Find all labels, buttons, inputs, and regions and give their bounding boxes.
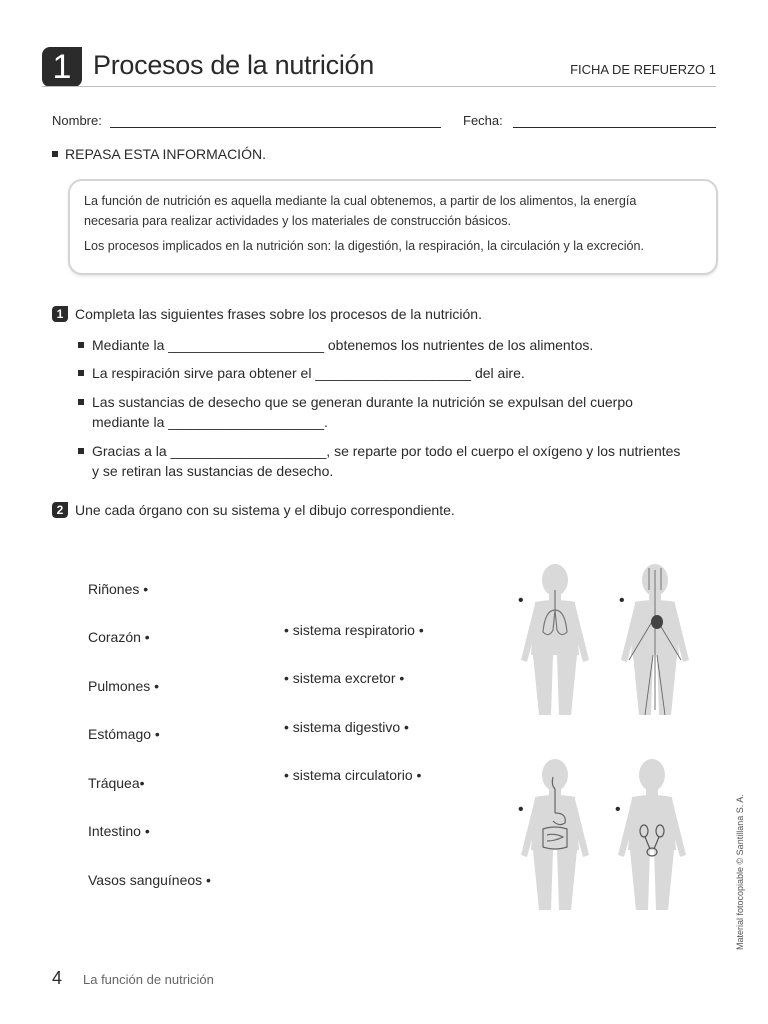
- organ-label[interactable]: Intestino •: [88, 823, 150, 839]
- info-paragraph-2: Los procesos implicados en la nutrición son: la digestión, la respiración, la circulación y la excreción.: [84, 239, 645, 253]
- copyright-note: Material fotocopiable © Santillana S. A.: [735, 794, 745, 950]
- square-bullet-icon: [78, 342, 84, 348]
- question-1-item: La respiración sirve para obtener el ____________________ del aire.: [78, 363, 718, 383]
- question-1-prompt: 1 Completa las siguientes frases sobre los procesos de la nutrición.: [52, 306, 482, 322]
- question-number-badge: 1: [52, 306, 68, 322]
- circulatory-body-figure[interactable]: [615, 560, 695, 720]
- info-paragraph-1: La función de nutrición es aquella mediante la cual obtenemos, a partir de los alimentos, la energía necesaria para realizar actividades y los materiales de construcción básicos.: [84, 194, 637, 228]
- square-bullet-icon: [78, 448, 84, 454]
- date-label: Fecha:: [463, 113, 503, 128]
- figure-connector-dot[interactable]: •: [619, 592, 625, 609]
- figure-connector-dot[interactable]: •: [518, 801, 524, 818]
- name-field[interactable]: [110, 127, 441, 128]
- question-1-item: Mediante la ____________________ obtenemos los nutrientes de los alimentos.: [78, 335, 718, 355]
- organ-label[interactable]: Riñones •: [88, 581, 149, 597]
- unit-number-badge: 1: [42, 47, 82, 87]
- excretory-body-figure[interactable]: [612, 755, 692, 915]
- page-number: 4: [52, 968, 63, 988]
- square-bullet-icon: [52, 151, 58, 157]
- system-label[interactable]: • sistema respiratorio •: [284, 622, 424, 638]
- page-title: Procesos de la nutrición: [93, 50, 374, 80]
- system-label[interactable]: • sistema excretor •: [284, 670, 405, 686]
- organ-label[interactable]: Pulmones •: [88, 678, 160, 694]
- system-label[interactable]: • sistema digestivo •: [284, 719, 409, 735]
- question-1-item: Gracias a la ____________________, se reparte por todo el cuerpo el oxígeno y los nutrientes y se retiran las sustancias de desecho.: [78, 441, 718, 481]
- section-heading: REPASA ESTA INFORMACIÓN.: [52, 146, 266, 162]
- organ-label[interactable]: Vasos sanguíneos •: [88, 872, 211, 888]
- square-bullet-icon: [78, 399, 84, 405]
- digestive-body-figure[interactable]: [515, 755, 595, 915]
- worksheet-label: FICHA DE REFUERZO 1: [570, 62, 716, 77]
- organ-label[interactable]: Tráquea•: [88, 775, 145, 791]
- organ-label[interactable]: Corazón •: [88, 629, 150, 645]
- respiratory-body-figure[interactable]: [515, 560, 595, 720]
- figure-connector-dot[interactable]: •: [518, 592, 524, 609]
- figure-connector-dot[interactable]: •: [615, 801, 621, 818]
- header-divider: [42, 86, 716, 87]
- question-number-badge: 2: [52, 502, 68, 518]
- chapter-title: La función de nutrición: [83, 972, 214, 987]
- question-1-item: Las sustancias de desecho que se generan durante la nutrición se expulsan del cuerpo mediante la ____________________.: [78, 392, 718, 432]
- date-field[interactable]: [513, 127, 716, 128]
- system-label[interactable]: • sistema circulatorio •: [284, 767, 422, 783]
- square-bullet-icon: [78, 370, 84, 376]
- name-label: Nombre:: [52, 113, 102, 128]
- question-2-prompt: 2 Une cada órgano con su sistema y el dibujo correspondiente.: [52, 502, 455, 518]
- organ-label[interactable]: Estómago •: [88, 726, 160, 742]
